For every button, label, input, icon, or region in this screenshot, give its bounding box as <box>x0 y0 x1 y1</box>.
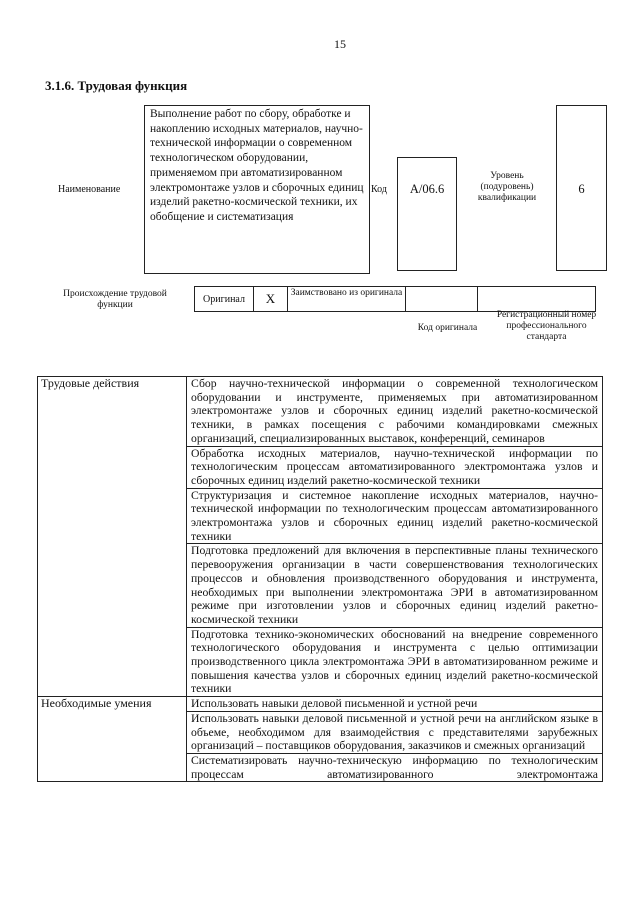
table-row <box>38 377 603 447</box>
code-value-box <box>397 157 457 271</box>
table-cell: Использовать навыки деловой письменной и устной речи на английском языке в объеме, необходимом для взаимодействия с представителями зарубежных организаций – поставщиков оборудования, заказчиков и смежных организаций <box>187 711 603 753</box>
original-label: Оригинал <box>195 287 254 312</box>
origin-label: Происхождение трудовой функции <box>63 289 167 310</box>
borrowed-cell <box>288 287 406 312</box>
table-cell: Подготовка технико-экономических обоснований на внедрение современного технологического оборудования и инструмента с целью оптимизации производственного цикла электромонтажа ЭРИ в автоматизированном режиме и повышения качества узлов и сборочных единиц изделий ракетно-космической техники <box>187 627 603 697</box>
original-code-caption: Код оригинала <box>417 323 478 333</box>
code-label: Код <box>371 184 387 195</box>
table-cell: Подготовка предложений для включения в перспективные планы технического перевооружения организации в части совершенствования технологических процессов и обновления производственного оборудования и инструмента, необходимых при выполнении электромонтажа ЭРИ в автоматизированном режиме при изготовлении узлов и сборочных единиц изделий ракетно-космической техники <box>187 544 603 627</box>
table-cell: Сбор научно-технической информации о современной технологическом оборудовании и инструменте, применяемых при автоматизированном электромонтаже узлов и сборочных единиц изделий ракетно-космической техники, в рамках посещения с рабочими командировками смежных организаций, специализированных выставок, конференций, семинаров <box>187 377 603 447</box>
table-cell: Обработка исходных материалов, научно-технической информации по технологическим процессам автоматизированного электромонтажа узлов и сборочных единиц изделий ракетно-космической техники <box>187 446 603 488</box>
section-label: Трудовые действия <box>38 377 187 697</box>
original-mark: X <box>254 287 288 312</box>
table-cell: Структуризация и системное накопление исходных материалов, научно-технической информации по технологическим процессам автоматизированного электромонтажа узлов и сборочных единиц изделий ракетно-космической техники <box>187 488 603 544</box>
code-value: A/06.6 <box>409 182 445 196</box>
reg-number-cell <box>478 287 596 312</box>
function-details-table <box>37 376 603 782</box>
qualification-level-label: Уровень (подуровень) квалификации <box>477 171 537 203</box>
reg-number-caption: Регистрационный номер профессионального стандарта <box>496 310 597 342</box>
borrowed-label: Заимствовано из оригинала <box>290 288 403 298</box>
qualification-level-value: 6 <box>578 182 585 196</box>
function-name-value: Выполнение работ по сбору, обработке и накоплению исходных материалов, научно-технической информации о современном технологическом оборудовании, применяемом при автоматизированном электромонтаже узлов и сборочных единиц изделий ракетно-космической техники, их обобщение и систематизация <box>144 105 370 274</box>
table-cell: Систематизировать научно-техническую информацию по технологическим процессам автоматизированного электромонтажа <box>187 753 603 781</box>
name-label: Наименование <box>58 184 121 195</box>
table-cell: Использовать навыки деловой письменной и устной речи <box>187 697 603 712</box>
original-code-cell <box>406 287 478 312</box>
table-row <box>38 697 603 712</box>
origin-table <box>194 286 596 312</box>
page-number: 15 <box>334 37 346 51</box>
section-label: Необходимые умения <box>38 697 187 782</box>
section-title: 3.1.6. Трудовая функция <box>45 78 188 93</box>
qualification-level-box <box>556 105 607 271</box>
